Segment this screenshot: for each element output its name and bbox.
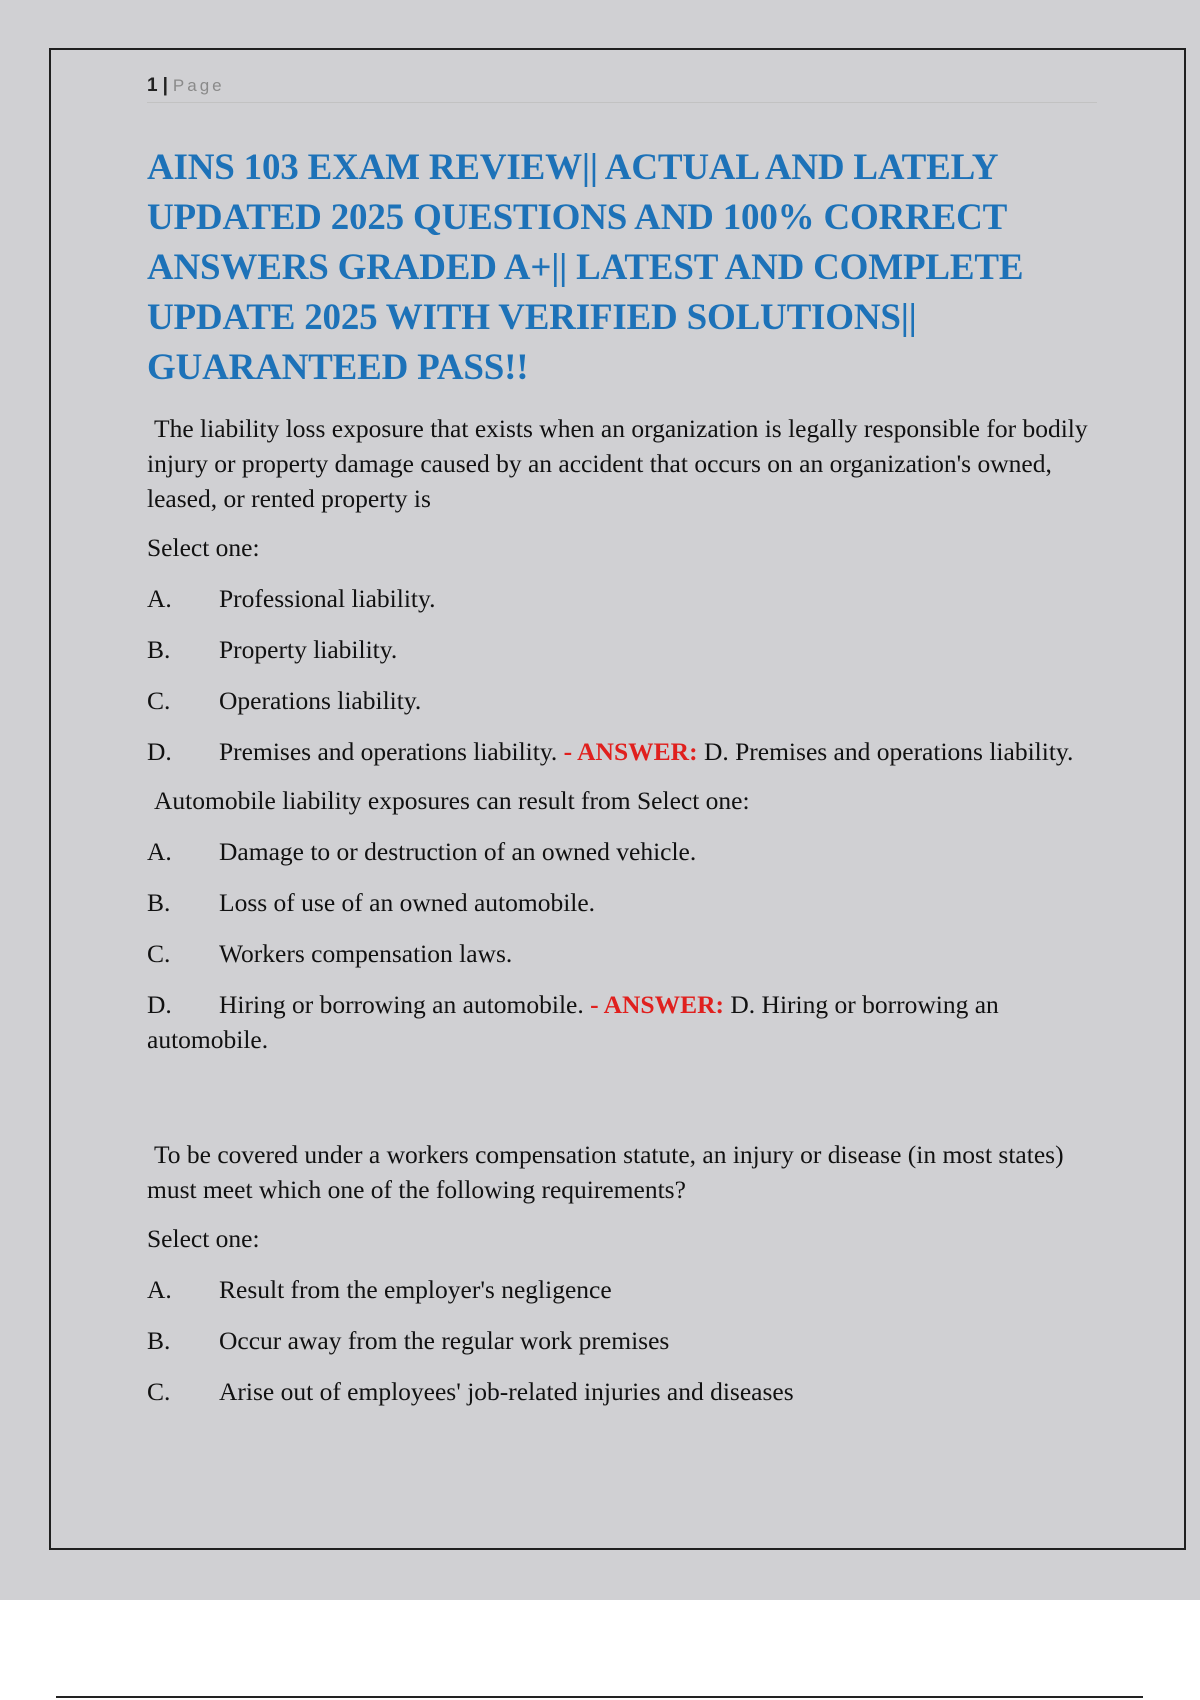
option-letter: B. [147,635,171,664]
page-number: 1 [147,75,159,96]
page-word: Page [172,76,225,95]
question-block-3 [147,1137,1097,1409]
option-text: Occur away from the regular work premises [219,1326,670,1355]
option-text: Professional liability. [219,584,436,613]
page-separator: | [162,75,169,96]
option-letter: C. [147,686,171,715]
option-a [147,834,1097,869]
question-block-1 [147,411,1097,769]
page-header [147,74,1097,103]
document-page [49,48,1186,1550]
option-letter: A. [147,1275,172,1304]
option-b [147,885,1097,920]
option-letter: A. [147,837,172,866]
option-b [147,1323,1097,1358]
option-c [147,936,1097,971]
option-text: Loss of use of an owned automobile. [219,888,596,917]
option-a [147,1272,1097,1307]
option-b [147,632,1097,667]
option-text: Workers compensation laws. [219,939,513,968]
option-letter: C. [147,939,171,968]
select-one-label: Select one: [147,1224,260,1253]
option-c [147,1374,1097,1409]
answer-label: - ANSWER: [583,990,731,1019]
option-text: Arise out of employees' job-related injuries and diseases [219,1377,794,1406]
option-letter: A. [147,584,172,613]
option-letter: D. [147,737,172,766]
option-a [147,581,1097,616]
option-text: Result from the employer's negligence [219,1275,612,1304]
answer-text: D. Hiring or borrowing an automobile. [147,990,999,1054]
question-text: The liability loss exposure that exists when an organization is legally responsible for bodily injury or property damage caused by an accident that occurs on an organization's owned, leased, or rented property is [147,414,1088,513]
option-text: Premises and operations liability. [219,737,558,766]
question-text: Automobile liability exposures can result from Select one: [154,786,750,815]
option-text: Hiring or borrowing an automobile. [219,990,584,1019]
option-letter: C. [147,1377,171,1406]
option-d [147,987,1097,1057]
question-text: To be covered under a workers compensation statute, an injury or disease (in most states) must meet which one of the following requirements? [147,1140,1064,1204]
select-one-label: Select one: [147,533,260,562]
page-content [147,74,1097,1409]
answer-text: D. Premises and operations liability. [703,737,1074,766]
next-page-top-rule [56,1696,1143,1698]
option-letter: B. [147,888,171,917]
option-text: Damage to or destruction of an owned vehicle. [219,837,697,866]
question-block-2 [147,783,1097,1057]
document-title: AINS 103 EXAM REVIEW|| ACTUAL AND LATELY UPDATED 2025 QUESTIONS AND 100% CORRECT ANSWERS GRADED A+|| LATEST AND COMPLETE UPDATE 2025 WITH VERIFIED SOLUTIONS|| GUARANTEED PASS!! [147,147,1024,388]
option-d [147,734,1097,769]
option-text: Operations liability. [219,686,422,715]
option-c [147,683,1097,718]
answer-label: - ANSWER: [557,737,704,766]
option-text: Property liability. [219,635,398,664]
option-letter: D. [147,990,172,1019]
option-letter: B. [147,1326,171,1355]
